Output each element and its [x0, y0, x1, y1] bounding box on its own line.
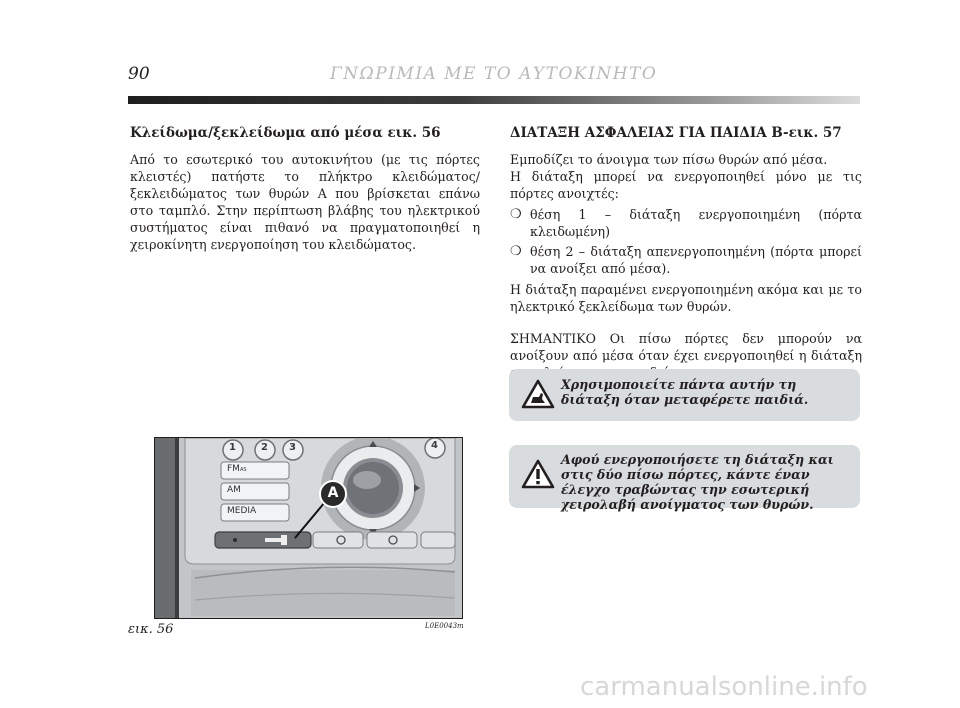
right-section-heading: ΔΙΑΤΑΞΗ ΑΣΦΑΛΕΙΑΣ ΓΙΑ ΠΑΙΔΙΑ B-εικ. 57 [510, 125, 842, 141]
preset-button-2: 2 [261, 442, 268, 453]
band-button-fm-suffix: AS [239, 467, 247, 473]
dashboard-figure [154, 437, 463, 619]
note-text: Η διάταξη παραμένει ενεργοποιημένη ακόμα και με το ηλεκτρικό ξεκλείδωμα των θυρών. [510, 282, 862, 314]
position-list [510, 206, 862, 277]
running-title: ΓΝΩΡΙΜΙΑ ΜΕ ΤΟ ΑΥΤΟΚΙΝΗΤΟ [330, 64, 658, 84]
warning-text: Χρησιμοποιείτε πάντα αυτήν τη διάταξη όταν μεταφέρετε παιδιά. [561, 377, 809, 407]
figure-code: L0E0043m [425, 622, 464, 630]
list-item [510, 206, 862, 240]
watermark: carmanualsonline.info [580, 672, 868, 702]
left-column [130, 125, 480, 253]
band-button-am: AM [227, 485, 241, 495]
left-section-heading: Κλείδωμα/ξεκλείδωμα από μέσα εικ. 56 [130, 125, 441, 141]
preset-button-1: 1 [229, 442, 236, 453]
preset-button-3: 3 [289, 442, 296, 453]
bullet-circle-icon: ❍ [510, 207, 522, 222]
preset-button-4: 4 [431, 440, 438, 451]
warning-box-child [509, 369, 860, 421]
exclamation-warning-icon [521, 459, 555, 493]
list-item-text: θέση 2 – διάταξη απενεργοποιημένη (πόρτα μπορεί να ανοίξει από μέσα). [530, 244, 862, 276]
child-seat-warning-icon [521, 379, 555, 413]
header-rule [128, 96, 860, 104]
right-column [510, 125, 862, 381]
bullet-circle-icon: ❍ [510, 244, 522, 259]
left-body-text: Από το εσωτερικό του αυτοκινήτου (με τις πόρτες κλειστές) πατήστε το πλήκτρο κλειδώματος/ξεκλειδώματος των θυρών A που βρίσκεται επάνω στο ταμπλό. Στην περίπτωση βλάβης του ηλεκτρικού συστήματος είναι πιθανό να πραγματοποιηθεί η χειροκίνητη ενεργοποίηση του κλειδώματος. [130, 152, 480, 252]
callout-label: A [327, 485, 339, 501]
list-item [510, 243, 862, 277]
important-text: ΣΗΜΑΝΤΙΚΟ Οι πίσω πόρτες δεν μπορούν να ανοίξουν από μέσα όταν έχει ενεργοποιηθεί η διάταξη [510, 331, 862, 363]
band-button-fm: FM [227, 464, 240, 474]
list-item-text: θέση 1 – διάταξη ενεργοποιημένη (πόρτα κλειδωμένη) [530, 207, 862, 239]
warning-box-check [509, 445, 860, 512]
intro-line-2: Η διάταξη μπορεί να ενεργοποιηθεί μόνο με τις πόρτες ανοιχτές: [510, 169, 862, 201]
warning-text: Αφού ενεργοποιήσετε τη διάταξη και στις δύο πίσω πόρτες, κάντε έναν έλεγχο τραβώντας την εσωτερική χειρολαβή ανοίγματος των θυρών. [561, 452, 834, 512]
band-button-media: MEDIA [227, 506, 257, 516]
page-number: 90 [128, 64, 150, 84]
intro-line-1: Εμποδίζει το άνοιγμα των πίσω θυρών από μέσα. [510, 152, 828, 167]
figure-caption: εικ. 56 [128, 622, 174, 637]
